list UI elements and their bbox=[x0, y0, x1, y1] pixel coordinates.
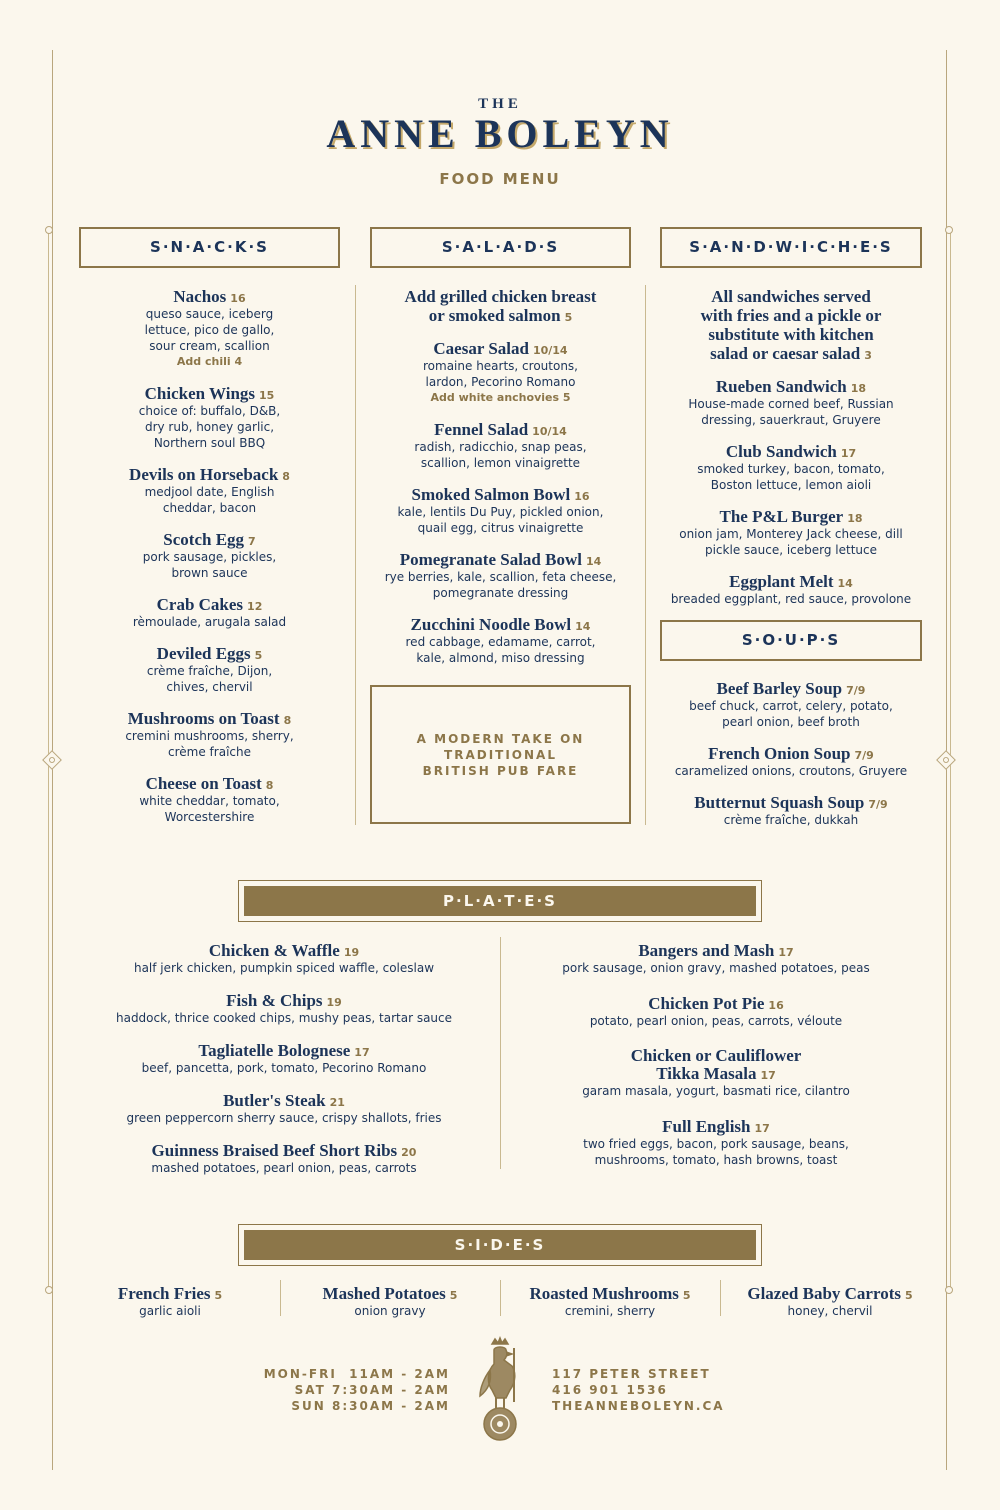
item-name: Guinness Braised Beef Short Ribs bbox=[151, 1141, 398, 1160]
item-description: mashed potatoes, pearl onion, peas, carrots bbox=[151, 1161, 417, 1175]
item-description: beef, pancetta, pork, tomato, Pecorino Romano bbox=[141, 1061, 427, 1075]
item-description: crème fraîche, dukkah bbox=[723, 813, 859, 827]
border-diamond-ornament bbox=[936, 750, 956, 770]
menu-item bbox=[80, 384, 339, 451]
item-price: 5 bbox=[254, 649, 263, 662]
sandwiches-intro-price: 3 bbox=[864, 349, 872, 362]
menu-item bbox=[661, 679, 921, 730]
menu-item bbox=[80, 774, 339, 825]
item-description: white cheddar, tomato, Worcestershire bbox=[139, 794, 280, 824]
item-price: 18 bbox=[850, 382, 867, 395]
item-price: 7 bbox=[248, 535, 256, 548]
item-price: 17 bbox=[754, 1122, 770, 1135]
item-name: Eggplant Melt bbox=[729, 572, 834, 591]
hours-weekday: MON-FRI 11AM - 2AM bbox=[263, 1367, 450, 1381]
item-addon: Add chili 4 bbox=[176, 355, 243, 368]
item-description: kale, lentils Du Puy, pickled onion, quail egg, citrus vinaigrette bbox=[397, 505, 604, 535]
item-price: 18 bbox=[847, 512, 863, 525]
item-description: medjool date, English cheddar, bacon bbox=[144, 485, 275, 515]
menu-item bbox=[371, 339, 630, 406]
item-name: Scotch Egg bbox=[163, 530, 245, 549]
item-name: Club Sandwich bbox=[725, 442, 837, 461]
border-ornament-dot bbox=[45, 226, 53, 234]
item-price: 17 bbox=[778, 946, 794, 959]
menu-subtitle: FOOD MENU bbox=[439, 170, 561, 188]
item-price: 10/14 bbox=[532, 425, 567, 438]
menu-item bbox=[661, 442, 921, 493]
border-ornament-dot bbox=[945, 226, 953, 234]
item-description: two fried eggs, bacon, pork sausage, beans, mushrooms, tomato, hash browns, toast bbox=[583, 1137, 849, 1167]
item-description: half jerk chicken, pumpkin spiced waffle, coleslaw bbox=[133, 961, 435, 975]
soups-heading: S·O·U·P·S bbox=[660, 620, 922, 661]
item-description: rèmoulade, arugala salad bbox=[132, 615, 287, 629]
menu-item bbox=[80, 941, 488, 976]
menu-item bbox=[661, 507, 921, 558]
item-description: cremini mushrooms, sherry, crème fraîche bbox=[125, 729, 294, 759]
menu-item bbox=[512, 941, 920, 976]
brand-prefix: THE bbox=[478, 96, 522, 112]
item-name: Tagliatelle Bolognese bbox=[198, 1041, 351, 1060]
plates-divider bbox=[500, 937, 501, 1169]
item-price: 20 bbox=[401, 1146, 417, 1159]
item-name: French Fries bbox=[117, 1284, 211, 1303]
item-name: Smoked Salmon Bowl bbox=[411, 485, 571, 504]
item-name: Nachos bbox=[173, 287, 227, 306]
snacks-list bbox=[80, 287, 339, 839]
menu-item bbox=[371, 615, 630, 666]
tagline-text: A MODERN TAKE ON TRADITIONAL BRITISH PUB FARE bbox=[416, 731, 585, 778]
item-price: 19 bbox=[326, 996, 342, 1009]
item-description: choice of: buffalo, D&B, dry rub, honey garlic, Northern soul BBQ bbox=[138, 404, 281, 450]
menu-item bbox=[661, 572, 921, 607]
falcon-crest-icon bbox=[470, 1336, 530, 1446]
item-description: House-made corned beef, Russian dressing, sauerkraut, Gruyere bbox=[688, 397, 894, 427]
item-price: 15 bbox=[259, 389, 275, 402]
item-description: cremini, sherry bbox=[564, 1304, 656, 1318]
side-item bbox=[720, 1284, 940, 1319]
side-item bbox=[60, 1284, 280, 1319]
menu-item bbox=[80, 465, 339, 516]
item-price: 5 bbox=[214, 1289, 223, 1302]
border-ornament-dot bbox=[945, 1286, 953, 1294]
item-name: Mashed Potatoes bbox=[322, 1284, 446, 1303]
menu-item bbox=[512, 1047, 920, 1099]
item-name: Beef Barley Soup bbox=[716, 679, 843, 698]
phone-text: 416 901 1536 bbox=[552, 1383, 668, 1397]
item-name: Pomegranate Salad Bowl bbox=[399, 550, 582, 569]
item-price: 21 bbox=[329, 1096, 345, 1109]
menu-item bbox=[80, 709, 339, 760]
item-description: radish, radicchio, snap peas, scallion, lemon vinaigrette bbox=[414, 440, 587, 470]
item-name: Rueben Sandwich bbox=[715, 377, 847, 396]
menu-item bbox=[512, 994, 920, 1029]
item-description: onion jam, Monterey Jack cheese, dill pickle sauce, iceberg lettuce bbox=[679, 527, 903, 557]
item-description: garlic aioli bbox=[139, 1304, 201, 1318]
item-name: Caesar Salad bbox=[433, 339, 529, 358]
snacks-heading: S·N·A·C·K·S bbox=[79, 227, 340, 268]
brand-title: ANNE BOLEYN bbox=[326, 111, 674, 156]
salads-intro-text: Add grilled chicken breast or smoked salmon bbox=[404, 287, 597, 325]
plates-heading: P·L·A·T·E·S bbox=[242, 884, 758, 918]
item-description: queso sauce, iceberg lettuce, pico de gallo, sour cream, scallion bbox=[144, 307, 275, 353]
item-addon: Add white anchovies 5 bbox=[430, 391, 571, 404]
menu-item bbox=[371, 485, 630, 536]
tagline-box bbox=[370, 685, 631, 824]
item-name: French Onion Soup bbox=[708, 744, 851, 763]
item-name: Chicken & Waffle bbox=[208, 941, 340, 960]
item-price: 7/9 bbox=[854, 749, 874, 762]
item-price: 17 bbox=[354, 1046, 370, 1059]
item-name: Glazed Baby Carrots bbox=[747, 1284, 901, 1303]
item-price: 10/14 bbox=[532, 344, 568, 357]
sandwiches-heading: S·A·N·D·W·I·C·H·E·S bbox=[660, 227, 922, 268]
item-price: 8 bbox=[265, 779, 274, 792]
item-name: Deviled Eggs bbox=[156, 644, 251, 663]
item-description: garam masala, yogurt, basmati rice, cilantro bbox=[582, 1084, 850, 1098]
item-price: 5 bbox=[449, 1289, 458, 1302]
sandwiches-intro bbox=[661, 287, 921, 363]
menu-item bbox=[371, 420, 630, 471]
item-price: 14 bbox=[585, 555, 602, 568]
menu-item bbox=[661, 744, 921, 779]
sandwiches-list bbox=[661, 287, 921, 621]
contact-info bbox=[552, 1366, 802, 1414]
item-name: Butternut Squash Soup bbox=[694, 793, 865, 812]
item-description: rye berries, kale, scallion, feta cheese, pomegranate dressing bbox=[384, 570, 617, 600]
item-description: potato, pearl onion, peas, carrots, véloute bbox=[589, 1014, 843, 1028]
item-price: 7/9 bbox=[846, 684, 866, 697]
item-price: 14 bbox=[575, 620, 591, 633]
opening-hours bbox=[200, 1366, 450, 1414]
item-name: Butler's Steak bbox=[223, 1091, 326, 1110]
item-name: Zucchini Noodle Bowl bbox=[410, 615, 572, 634]
item-price: 14 bbox=[837, 577, 853, 590]
menu-item bbox=[371, 550, 630, 601]
item-description: pork sausage, onion gravy, mashed potatoes, peas bbox=[562, 961, 870, 975]
item-description: green peppercorn sherry sauce, crispy shallots, fries bbox=[126, 1111, 442, 1125]
item-name: Fennel Salad bbox=[434, 420, 529, 439]
item-name: Roasted Mushrooms bbox=[529, 1284, 679, 1303]
menu-item bbox=[80, 1091, 488, 1126]
salads-heading: S·A·L·A·D·S bbox=[370, 227, 631, 268]
item-description: honey, chervil bbox=[787, 1304, 873, 1318]
menu-item bbox=[80, 1041, 488, 1076]
item-price: 16 bbox=[768, 999, 784, 1012]
item-price: 8 bbox=[283, 714, 292, 727]
item-name: Chicken or Cauliflower bbox=[630, 1046, 802, 1065]
item-price: 5 bbox=[682, 1289, 691, 1302]
item-price: 5 bbox=[904, 1289, 913, 1302]
salads-intro bbox=[371, 287, 630, 325]
border-diamond-ornament bbox=[42, 750, 62, 770]
menu-item bbox=[80, 991, 488, 1026]
soups-list bbox=[661, 679, 921, 842]
salads-list bbox=[371, 287, 630, 680]
item-name: Devils on Horseback bbox=[129, 465, 279, 484]
menu-item bbox=[80, 644, 339, 695]
plates-left-list bbox=[80, 941, 488, 1191]
hours-saturday: SAT 7:30AM - 2AM bbox=[294, 1383, 450, 1397]
item-description: crème fraîche, Dijon, chives, chervil bbox=[146, 664, 273, 694]
item-price: 17 bbox=[840, 447, 857, 460]
item-name: Fish & Chips bbox=[226, 991, 323, 1010]
item-price: 12 bbox=[247, 600, 263, 613]
item-name: Chicken Wings bbox=[144, 384, 256, 403]
item-description: haddock, thrice cooked chips, mushy peas, tartar sauce bbox=[115, 1011, 453, 1025]
item-name: Bangers and Mash bbox=[638, 941, 775, 960]
menu-item bbox=[661, 793, 921, 828]
item-name: Crab Cakes bbox=[156, 595, 244, 614]
address-text: 117 PETER STREET bbox=[552, 1367, 711, 1381]
border-ornament-dot bbox=[45, 1286, 53, 1294]
item-price: 16 bbox=[230, 292, 246, 305]
column-divider bbox=[355, 285, 356, 825]
item-description: red cabbage, edamame, carrot, kale, almond, miso dressing bbox=[405, 635, 596, 665]
item-name: Mushrooms on Toast bbox=[127, 709, 280, 728]
item-description: onion gravy bbox=[354, 1304, 426, 1318]
menu-item bbox=[80, 287, 339, 370]
plates-right-list bbox=[512, 941, 920, 1182]
side-item bbox=[500, 1284, 720, 1319]
item-description: caramelized onions, croutons, Gruyere bbox=[674, 764, 908, 778]
menu-item bbox=[512, 1117, 920, 1168]
item-name: Chicken Pot Pie bbox=[648, 994, 765, 1013]
menu-item bbox=[80, 530, 339, 581]
item-name: Cheese on Toast bbox=[145, 774, 262, 793]
website-link[interactable]: THEANNEBOLEYN.CA bbox=[552, 1399, 725, 1413]
menu-item bbox=[80, 1141, 488, 1176]
menu-item bbox=[80, 595, 339, 630]
item-price: 16 bbox=[574, 490, 590, 503]
hours-sunday: SUN 8:30AM - 2AM bbox=[291, 1399, 450, 1413]
sides-heading: S·I·D·E·S bbox=[242, 1228, 758, 1262]
salads-intro-price: 5 bbox=[564, 311, 573, 324]
sandwiches-intro-text: All sandwiches served with fries and a pickle or substitute with kitchen salad or caesar salad bbox=[700, 287, 882, 363]
item-description: smoked turkey, bacon, tomato, Boston lettuce, lemon aioli bbox=[697, 462, 885, 492]
item-description: romaine hearts, croutons, lardon, Pecorino Romano bbox=[423, 359, 578, 389]
item-name-line2: Tikka Masala bbox=[656, 1064, 757, 1083]
item-name: The P&L Burger bbox=[719, 507, 844, 526]
item-price: 17 bbox=[760, 1069, 776, 1082]
item-name: Full English bbox=[662, 1117, 751, 1136]
item-price: 8 bbox=[282, 470, 290, 483]
menu-item bbox=[661, 377, 921, 428]
item-description: beef chuck, carrot, celery, potato, pearl onion, beef broth bbox=[689, 699, 893, 729]
item-description: pork sausage, pickles, brown sauce bbox=[142, 550, 277, 580]
item-price: 19 bbox=[343, 946, 360, 959]
side-item bbox=[280, 1284, 500, 1319]
column-divider bbox=[645, 285, 646, 825]
item-price: 7/9 bbox=[868, 798, 888, 811]
item-description: breaded eggplant, red sauce, provolone bbox=[670, 592, 912, 606]
